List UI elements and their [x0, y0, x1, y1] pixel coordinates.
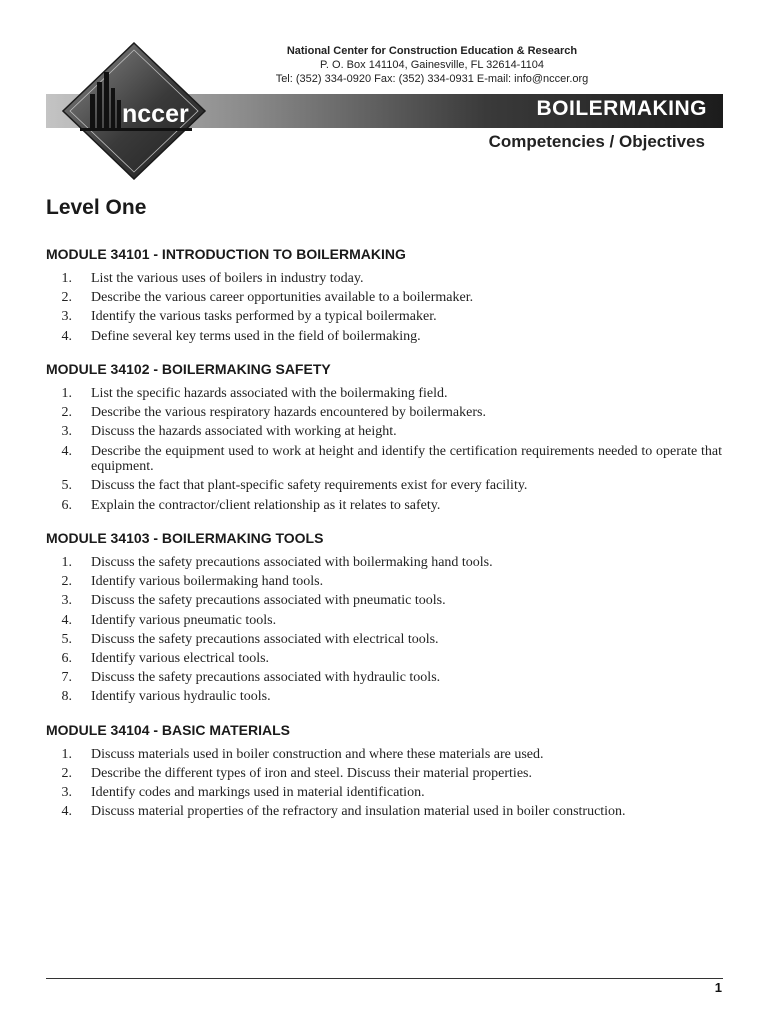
objective-item: [46, 555, 722, 571]
objective-text: Identify various boilermaking hand tools.: [91, 574, 324, 590]
objective-text: List the specific hazards associated with the boilermaking field.: [91, 386, 448, 402]
objective-text: Discuss the safety precautions associated with boilermaking hand tools.: [91, 555, 493, 570]
objective-text: List the various uses of boilers in industry today.: [91, 271, 364, 286]
objective-text: Explain the contractor/client relationship as it relates to safety.: [91, 497, 441, 513]
objective-item: [46, 329, 722, 345]
objective-item: [46, 785, 722, 801]
objective-list: [46, 271, 722, 344]
objective-item: [46, 670, 722, 686]
objective-number: 1.: [61, 746, 72, 762]
objective-number: 4.: [61, 328, 72, 344]
objective-number: 2.: [61, 766, 72, 781]
objective-number: 8.: [61, 689, 72, 705]
objective-number: 2.: [61, 290, 72, 306]
objective-text: Identify various pneumatic tools.: [91, 612, 277, 628]
module-section: [46, 530, 722, 705]
objective-item: [46, 632, 722, 648]
objective-number: 4.: [61, 443, 72, 459]
module-section: [46, 246, 722, 344]
objective-text: Discuss the hazards associated with working at height.: [91, 424, 397, 440]
objective-text: Discuss the safety precautions associated with electrical tools.: [91, 631, 439, 647]
objective-text: Identify various electrical tools.: [91, 650, 270, 666]
objective-list: [46, 386, 722, 513]
page-number: 1: [714, 980, 722, 995]
module-section: [46, 361, 722, 513]
objective-item: [46, 386, 722, 402]
objective-text: Discuss material properties of the refractory and insulation material used in boiler construction.: [91, 804, 626, 820]
objective-number: 5.: [61, 478, 72, 494]
objective-number: 1.: [61, 386, 72, 402]
document-title: BOILERMAKING: [536, 97, 707, 120]
objective-number: 2.: [61, 405, 72, 421]
objective-item: [46, 689, 722, 705]
objective-item: [46, 444, 722, 475]
objective-text: Describe the various career opportunities available to a boilermaker.: [91, 290, 474, 306]
module-heading: MODULE 34103 - BOILERMAKING TOOLS: [46, 530, 324, 546]
module-sections: [46, 246, 722, 837]
objective-number: 4.: [61, 612, 72, 628]
objective-number: 3.: [61, 424, 72, 440]
objective-text: Identify various hydraulic tools.: [91, 689, 271, 705]
objective-item: [46, 593, 722, 609]
module-section: [46, 722, 722, 820]
objective-number: 5.: [61, 631, 72, 647]
objective-number: 3.: [61, 593, 72, 609]
org-name: National Center for Construction Education & Research: [286, 45, 578, 57]
objective-text: Describe the various respiratory hazards encountered by boilermakers.: [91, 405, 486, 421]
objective-number: 4.: [61, 804, 72, 820]
objective-text: Describe the equipment used to work at height and identify the certification requirements needed to operate that equipment.: [91, 443, 722, 475]
objective-number: 1.: [61, 555, 72, 570]
objective-text: Discuss the safety precautions associated with hydraulic tools.: [91, 670, 441, 686]
objective-item: [46, 478, 722, 494]
document-subtitle: Competencies / Objectives: [488, 132, 705, 151]
objective-text: Define several key terms used in the field of boilermaking.: [91, 328, 421, 344]
objective-text: Discuss the fact that plant-specific safety requirements exist for every facility.: [91, 478, 528, 494]
level-title: Level One: [46, 196, 147, 219]
objective-number: 7.: [61, 670, 72, 686]
objective-text: Describe the different types of iron and steel. Discuss their material properties.: [91, 766, 532, 781]
org-contact-line: Tel: (352) 334-0920 Fax: (352) 334-0931 E-mail: info@nccer.org: [275, 73, 589, 85]
objective-number: 2.: [61, 574, 72, 590]
objective-text: Identify the various tasks performed by a typical boilermaker.: [91, 309, 437, 325]
objective-item: [46, 309, 722, 325]
objective-item: [46, 424, 722, 440]
objective-number: 6.: [61, 497, 72, 513]
header-contact-block: [230, 44, 634, 86]
objective-item: [46, 290, 722, 306]
objective-list: [46, 555, 722, 705]
module-heading: MODULE 34101 - INTRODUCTION TO BOILERMAKING: [46, 246, 406, 262]
objective-item: [46, 574, 722, 590]
objective-item: [46, 651, 722, 667]
module-heading: MODULE 34102 - BOILERMAKING SAFETY: [46, 361, 331, 378]
objective-number: 3.: [61, 309, 72, 325]
objective-text: Discuss the safety precautions associated with pneumatic tools.: [91, 593, 446, 609]
objective-item: [46, 405, 722, 421]
nccer-logo: [62, 42, 222, 180]
objective-item: [46, 271, 722, 287]
module-heading: MODULE 34104 - BASIC MATERIALS: [46, 721, 290, 738]
objective-text: Discuss materials used in boiler construction and where these materials are used.: [91, 746, 544, 762]
objective-text: Identify codes and markings used in material identification.: [91, 785, 425, 801]
objective-number: 3.: [61, 785, 72, 801]
footer-divider: [46, 978, 723, 979]
objective-item: [46, 766, 722, 782]
objective-list: [46, 747, 722, 820]
objective-item: [46, 498, 722, 514]
objective-item: [46, 747, 722, 763]
objective-item: [46, 804, 722, 820]
org-address: P. O. Box 141104, Gainesville, FL 32614-1104: [319, 59, 545, 71]
objective-number: 1.: [61, 271, 72, 286]
logo-wordmark: nccer: [122, 100, 189, 128]
objective-number: 6.: [61, 650, 72, 666]
objective-item: [46, 613, 722, 629]
